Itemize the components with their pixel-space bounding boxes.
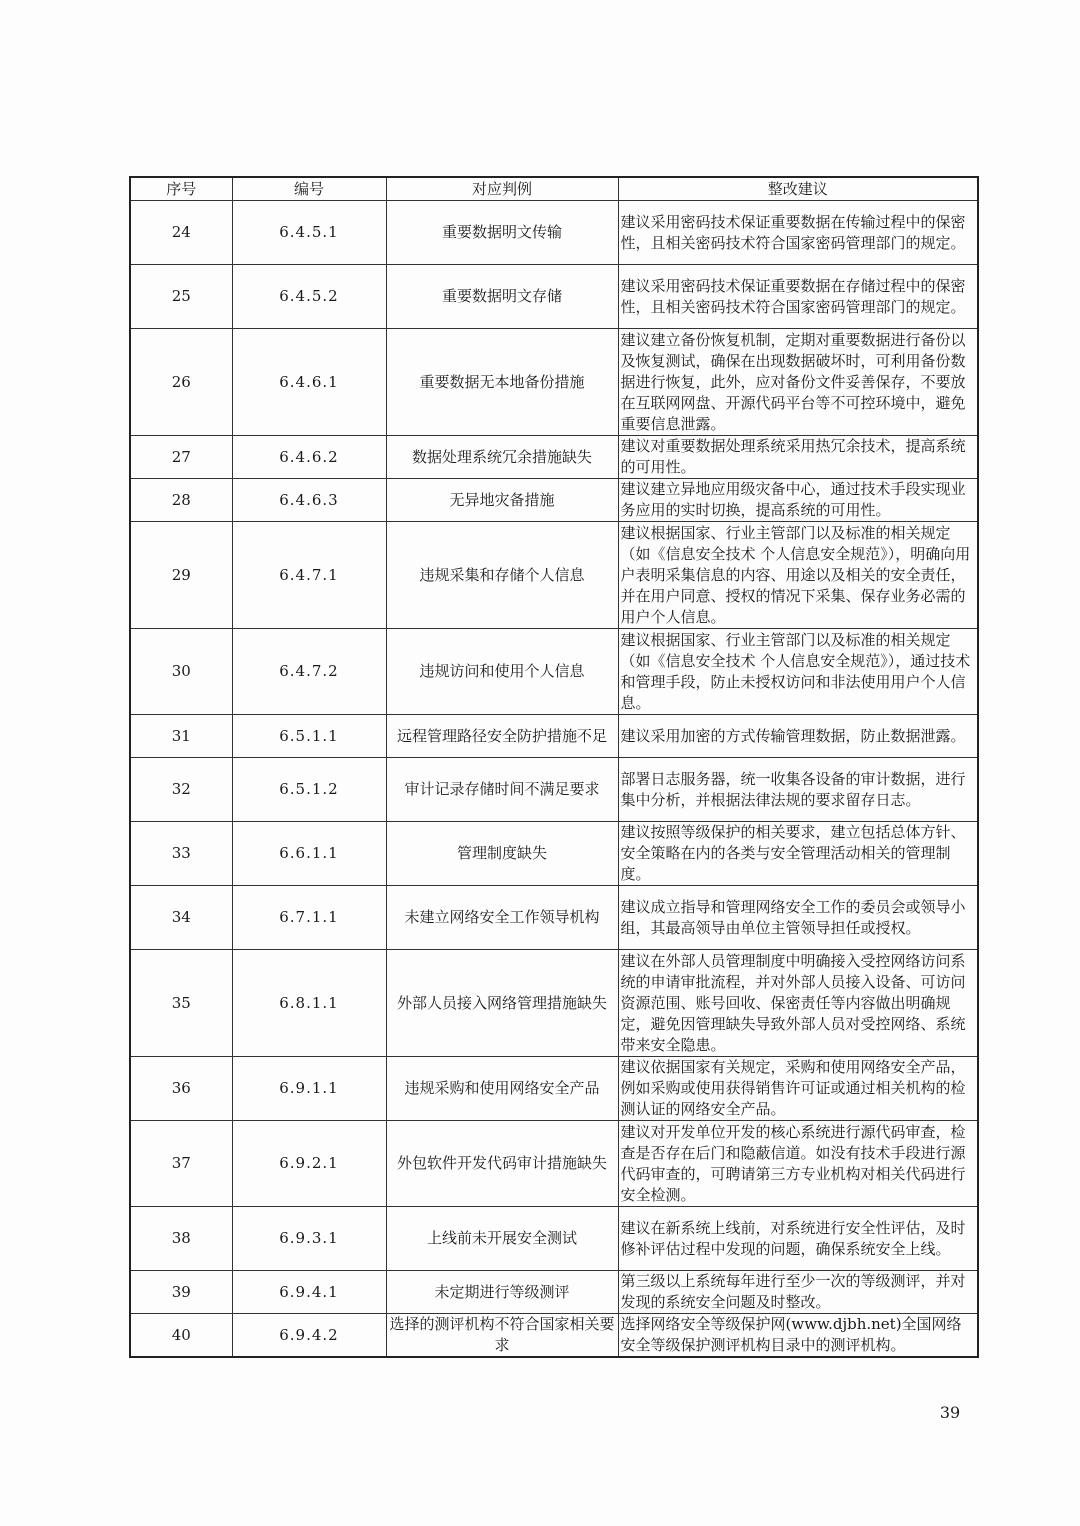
row-advice: 建议对重要数据处理系统采用热冗余技术，提高系统的可用性。 (618, 436, 978, 479)
row-index: 32 (130, 758, 232, 822)
row-advice: 建议对开发单位开发的核心系统进行源代码审查，检查是否存在后门和隐蔽信道。如没有技术手段进行源代码审查的，可聘请第三方专业机构对相关代码进行安全检测。 (618, 1121, 978, 1207)
row-judgement: 违规访问和使用个人信息 (386, 629, 618, 715)
row-judgement: 数据处理系统冗余措施缺失 (386, 436, 618, 479)
row-advice: 建议成立指导和管理网络安全工作的委员会或领导小组，其最高领导由单位主管领导担任或授权。 (618, 886, 978, 950)
row-code: 6.9.2.1 (232, 1121, 386, 1207)
row-advice: 建议采用密码技术保证重要数据在传输过程中的保密性，且相关密码技术符合国家密码管理部门的规定。 (618, 201, 978, 265)
table-row (130, 1271, 978, 1314)
row-code: 6.9.4.2 (232, 1314, 386, 1358)
row-judgement: 外包软件开发代码审计措施缺失 (386, 1121, 618, 1207)
row-judgement: 远程管理路径安全防护措施不足 (386, 715, 618, 758)
table-row (130, 522, 978, 629)
table-row (130, 822, 978, 886)
row-judgement: 重要数据明文传输 (386, 201, 618, 265)
row-judgement: 上线前未开展安全测试 (386, 1207, 618, 1271)
row-code: 6.5.1.1 (232, 715, 386, 758)
row-judgement: 未建立网络安全工作领导机构 (386, 886, 618, 950)
row-index: 33 (130, 822, 232, 886)
row-code: 6.9.3.1 (232, 1207, 386, 1271)
row-index: 39 (130, 1271, 232, 1314)
row-code: 6.5.1.2 (232, 758, 386, 822)
table-row (130, 715, 978, 758)
row-advice: 建议建立异地应用级灾备中心，通过技术手段实现业务应用的实时切换，提高系统的可用性。 (618, 479, 978, 522)
row-judgement: 管理制度缺失 (386, 822, 618, 886)
table-header-row (130, 177, 978, 201)
table-row (130, 265, 978, 329)
row-code: 6.8.1.1 (232, 950, 386, 1057)
table-row (130, 1121, 978, 1207)
row-advice: 建议依据国家有关规定，采购和使用网络安全产品，例如采购或使用获得销售许可证或通过相关机构的检测认证的网络安全产品。 (618, 1057, 978, 1121)
row-judgement: 重要数据无本地备份措施 (386, 329, 618, 436)
row-index: 26 (130, 329, 232, 436)
rectification-table (129, 176, 979, 1358)
row-advice: 选择网络安全等级保护网(www.djbh.net)全国网络安全等级保护测评机构目录中的测评机构。 (618, 1314, 978, 1358)
row-index: 36 (130, 1057, 232, 1121)
row-code: 6.4.6.3 (232, 479, 386, 522)
row-index: 30 (130, 629, 232, 715)
table-row (130, 758, 978, 822)
row-judgement: 外部人员接入网络管理措施缺失 (386, 950, 618, 1057)
table-row (130, 329, 978, 436)
row-advice: 建议采用加密的方式传输管理数据，防止数据泄露。 (618, 715, 978, 758)
row-judgement: 违规采购和使用网络安全产品 (386, 1057, 618, 1121)
table-row (130, 436, 978, 479)
row-advice: 建议采用密码技术保证重要数据在存储过程中的保密性，且相关密码技术符合国家密码管理部门的规定。 (618, 265, 978, 329)
row-index: 24 (130, 201, 232, 265)
row-code: 6.4.5.1 (232, 201, 386, 265)
row-judgement: 选择的测评机构不符合国家相关要求 (386, 1314, 618, 1358)
row-index: 34 (130, 886, 232, 950)
page-number: 39 (939, 1403, 961, 1422)
row-judgement: 无异地灾备措施 (386, 479, 618, 522)
row-code: 6.9.4.1 (232, 1271, 386, 1314)
table-row (130, 1207, 978, 1271)
header-code: 编号 (232, 177, 386, 201)
table-row (130, 950, 978, 1057)
row-index: 38 (130, 1207, 232, 1271)
row-index: 40 (130, 1314, 232, 1358)
table-row (130, 201, 978, 265)
row-index: 31 (130, 715, 232, 758)
row-code: 6.4.6.1 (232, 329, 386, 436)
row-code: 6.4.7.2 (232, 629, 386, 715)
row-advice: 第三级以上系统每年进行至少一次的等级测评，并对发现的系统安全问题及时整改。 (618, 1271, 978, 1314)
row-index: 35 (130, 950, 232, 1057)
table-row (130, 629, 978, 715)
row-advice: 部署日志服务器，统一收集各设备的审计数据，进行集中分析，并根据法律法规的要求留存日志。 (618, 758, 978, 822)
row-judgement: 审计记录存储时间不满足要求 (386, 758, 618, 822)
row-index: 28 (130, 479, 232, 522)
header-advice: 整改建议 (618, 177, 978, 201)
table-row (130, 479, 978, 522)
row-code: 6.4.7.1 (232, 522, 386, 629)
row-judgement: 未定期进行等级测评 (386, 1271, 618, 1314)
table-row (130, 1314, 978, 1358)
row-code: 6.7.1.1 (232, 886, 386, 950)
row-index: 27 (130, 436, 232, 479)
row-code: 6.4.5.2 (232, 265, 386, 329)
header-judgement: 对应判例 (386, 177, 618, 201)
table-row (130, 886, 978, 950)
row-code: 6.4.6.2 (232, 436, 386, 479)
row-advice: 建议建立备份恢复机制，定期对重要数据进行备份以及恢复测试，确保在出现数据破坏时，可利用备份数据进行恢复，此外，应对备份文件妥善保存，不要放在互联网网盘、开源代码平台等不可控环境中，避免重要信息泄露。 (618, 329, 978, 436)
header-index: 序号 (130, 177, 232, 201)
row-code: 6.6.1.1 (232, 822, 386, 886)
row-code: 6.9.1.1 (232, 1057, 386, 1121)
row-index: 37 (130, 1121, 232, 1207)
row-advice: 建议在新系统上线前，对系统进行安全性评估，及时修补评估过程中发现的问题，确保系统安全上线。 (618, 1207, 978, 1271)
table-row (130, 1057, 978, 1121)
row-judgement: 违规采集和存储个人信息 (386, 522, 618, 629)
row-advice: 建议按照等级保护的相关要求，建立包括总体方针、安全策略在内的各类与安全管理活动相关的管理制度。 (618, 822, 978, 886)
row-index: 25 (130, 265, 232, 329)
row-advice: 建议在外部人员管理制度中明确接入受控网络访问系统的申请审批流程，并对外部人员接入设备、可访问资源范围、账号回收、保密责任等内容做出明确规定，避免因管理缺失导致外部人员对受控网络、系统带来安全隐患。 (618, 950, 978, 1057)
row-judgement: 重要数据明文存储 (386, 265, 618, 329)
row-advice: 建议根据国家、行业主管部门以及标准的相关规定（如《信息安全技术 个人信息安全规范》），明确向用户表明采集信息的内容、用途以及相关的安全责任，并在用户同意、授权的情况下采集、保存业务必需的用户个人信息。 (618, 522, 978, 629)
row-index: 29 (130, 522, 232, 629)
row-advice: 建议根据国家、行业主管部门以及标准的相关规定（如《信息安全技术 个人信息安全规范》），通过技术和管理手段，防止未授权访问和非法使用用户个人信息。 (618, 629, 978, 715)
